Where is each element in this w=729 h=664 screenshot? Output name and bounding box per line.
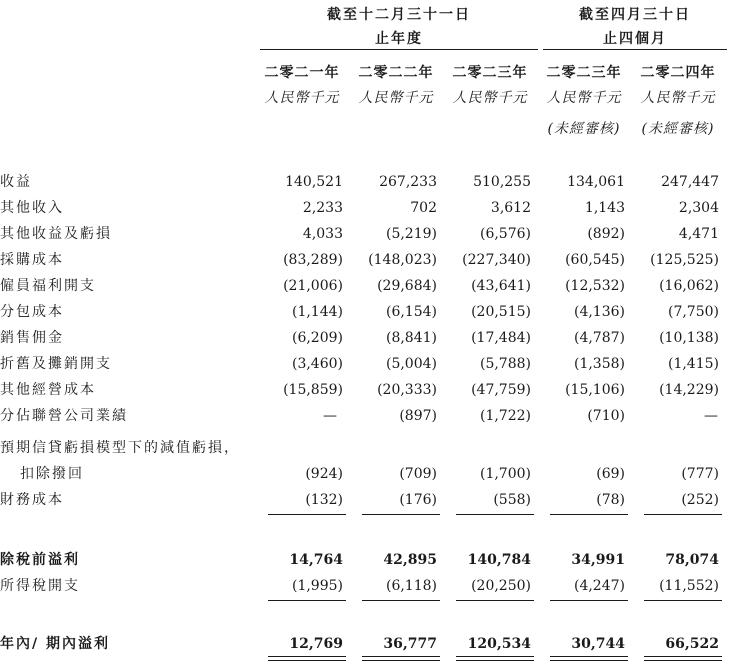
row-finance-cost [0,489,729,515]
row-label: 其他收益及虧損 [0,226,112,242]
row-other-operating-cost [0,379,729,405]
cell: (892) [587,226,625,242]
row-label: 採購成本 [0,252,64,268]
row-other-income [0,197,729,223]
cell: (558) [493,492,531,508]
subtotal-rule [456,514,534,515]
col-header-unit: 人民幣千元 [358,90,434,106]
cell: (8,841) [385,330,437,346]
cell: 140,784 [467,552,531,568]
subtotal-rule [268,600,346,601]
subtotal-rule [268,514,346,515]
cell: (21,006) [283,278,343,294]
cell: 4,033 [302,226,343,242]
row-label: 預期信貸虧損模型下的減值虧損， [0,440,240,456]
subtotal-rule [362,600,440,601]
col-header-note: (未經審核) [641,121,715,137]
cell: (5,788) [479,356,531,372]
cell: 140,521 [285,174,343,190]
cell: 78,074 [665,552,719,568]
cell: (20,515) [471,304,531,320]
cell: (78) [596,492,625,508]
row-net-of-reversal [0,463,729,489]
cell: (227,340) [462,252,531,268]
col-header-year: 二零二二年 [358,65,434,81]
cell: 14,764 [289,552,343,568]
row-income-tax [0,575,729,601]
cell: (7,750) [667,304,719,320]
col-header-year: 二零二三年 [452,65,528,81]
cell: (20,333) [377,382,437,398]
col-header-unit: 人民幣千元 [452,90,528,106]
cell: (12,532) [565,278,625,294]
row-purchase-cost [0,249,729,275]
cell: (6,209) [291,330,343,346]
cell: 36,777 [383,636,437,652]
cell: (15,859) [283,382,343,398]
row-profit-before-tax [0,549,729,575]
cell: (83,289) [283,252,343,268]
cell: 66,522 [665,636,719,652]
group-month-subheader: 止四個月 [603,31,667,47]
cell: 12,769 [289,636,343,652]
total-double-rule [644,656,722,661]
total-double-rule [362,656,440,661]
cell: (777) [681,466,719,482]
cell: (5,004) [385,356,437,372]
cell: (29,684) [377,278,437,294]
row-label: 所得稅開支 [0,578,80,594]
cell: (897) [399,408,437,424]
cell: (4,787) [573,330,625,346]
row-label: 分佔聯營公司業績 [0,408,128,424]
subtotal-rule [644,600,722,601]
col-header-year: 二零二一年 [264,65,340,81]
cell: (14,229) [659,382,719,398]
cell: — [704,408,718,424]
col-header-note: (未經審核) [547,121,621,137]
cell: (1,144) [291,304,343,320]
cell: (10,138) [659,330,719,346]
subtotal-rule [456,600,534,601]
cell: (6,154) [385,304,437,320]
cell: (924) [305,466,343,482]
row-label: 銷售佣金 [0,330,64,346]
group-year-subheader: 止年度 [375,31,423,47]
row-share-of-associates [0,405,729,431]
group-year-rule [260,49,538,50]
row-depreciation-amortization [0,353,729,379]
group-month-header: 截至四月三十日 [579,7,691,23]
cell: 30,744 [571,636,625,652]
col-header-unit: 人民幣千元 [640,90,716,106]
cell: 267,233 [379,174,437,190]
cell: (1,700) [479,466,531,482]
subtotal-rule [644,514,722,515]
cell: (710) [587,408,625,424]
cell: (11,552) [659,578,719,594]
cell: (148,023) [368,252,437,268]
subtotal-rule [550,514,628,515]
cell: 120,534 [467,636,531,652]
group-month-rule [543,49,727,50]
cell: (20,250) [471,578,531,594]
cell: (1,415) [667,356,719,372]
subtotal-rule [362,514,440,515]
group-year-header: 截至十二月三十一日 [327,7,471,23]
row-employee-benefits [0,275,729,301]
total-double-rule [550,656,628,661]
row-subcontracting-cost [0,301,729,327]
row-label: 財務成本 [0,492,64,508]
row-other-gains-losses [0,223,729,249]
row-label: 僱員福利開支 [0,278,96,294]
row-label: 其他收入 [0,200,64,216]
cell: 247,447 [661,174,719,190]
row-sales-commission [0,327,729,353]
cell: (1,358) [573,356,625,372]
cell: 3,612 [490,200,531,216]
row-label: 除稅前溢利 [0,552,80,568]
total-double-rule [456,656,534,661]
cell: 1,143 [584,200,625,216]
cell: 4,471 [678,226,719,242]
row-label: 折舊及攤銷開支 [0,356,112,372]
cell: (1,995) [291,578,343,594]
cell: (252) [681,492,719,508]
cell: (4,247) [573,578,625,594]
cell: (1,722) [479,408,531,424]
cell: (69) [596,466,625,482]
row-ecl-impairment [0,437,729,463]
row-label: 其他經營成本 [0,382,96,398]
cell: (16,062) [659,278,719,294]
cell: (17,484) [471,330,531,346]
cell: (125,525) [650,252,719,268]
cell: (60,545) [565,252,625,268]
row-label: 年內/ 期內溢利 [0,636,110,652]
cell: — [323,408,337,424]
cell: (47,759) [471,382,531,398]
cell: (132) [305,492,343,508]
row-label: 分包成本 [0,304,64,320]
col-header-unit: 人民幣千元 [546,90,622,106]
cell: (3,460) [291,356,343,372]
cell: (15,106) [565,382,625,398]
cell: (43,641) [471,278,531,294]
row-revenue [0,171,729,197]
cell: 2,233 [302,200,343,216]
cell: (176) [399,492,437,508]
cell: (5,219) [385,226,437,242]
cell: (709) [399,466,437,482]
cell: 134,061 [567,174,625,190]
col-header-year: 二零二三年 [546,65,622,81]
total-double-rule [268,656,346,661]
row-label: 扣除撥回 [20,466,84,482]
cell: (6,576) [479,226,531,242]
cell: 702 [410,200,437,216]
cell: 42,895 [383,552,437,568]
cell: (4,136) [573,304,625,320]
subtotal-rule [550,600,628,601]
cell: 34,991 [571,552,625,568]
col-header-year: 二零二四年 [640,65,716,81]
cell: 2,304 [678,200,719,216]
col-header-unit: 人民幣千元 [264,90,340,106]
cell: (6,118) [385,578,437,594]
row-label: 收益 [0,174,32,190]
cell: 510,255 [473,174,531,190]
